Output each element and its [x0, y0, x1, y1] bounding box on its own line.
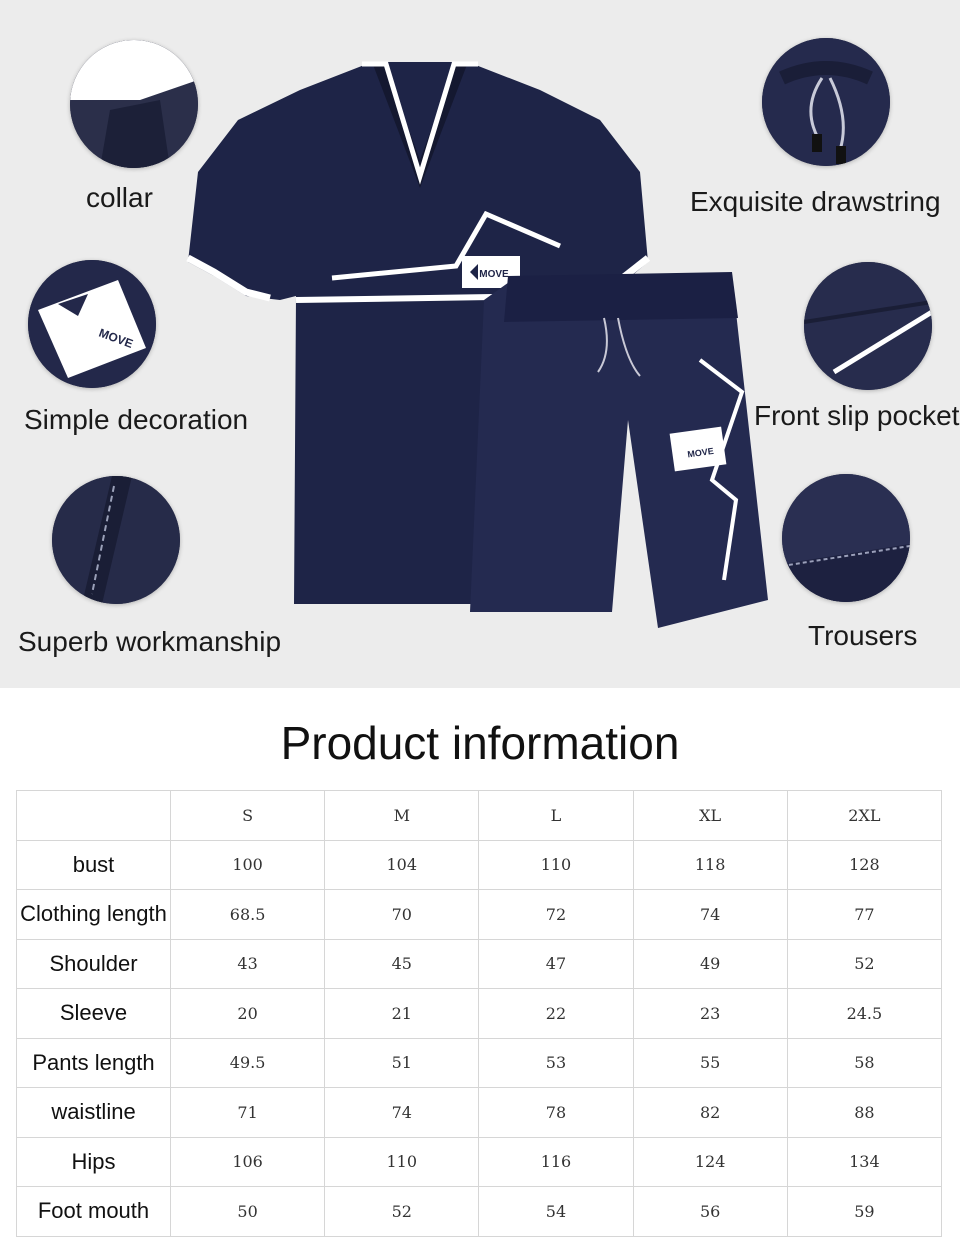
decoration-detail-image [28, 260, 156, 388]
decoration-caption: Simple decoration [24, 404, 249, 435]
table-cell: 45 [325, 939, 479, 989]
table-cell: 71 [171, 1088, 325, 1138]
table-row [17, 1137, 942, 1187]
drawstring-detail-image [762, 38, 890, 166]
table-cell: 88 [787, 1088, 941, 1138]
row-label: Clothing length [17, 890, 171, 940]
table-cell: 72 [479, 890, 633, 940]
table-cell: 58 [787, 1038, 941, 1088]
table-cell: 128 [787, 840, 941, 890]
table-cell: 49.5 [171, 1038, 325, 1088]
table-cell: 82 [633, 1088, 787, 1138]
table-cell: 59 [787, 1187, 941, 1237]
size-header: 2XL [787, 791, 941, 841]
row-label: Shoulder [17, 939, 171, 989]
tshirt-print-text: MOVE [479, 269, 509, 280]
table-row [17, 989, 942, 1039]
collar-detail-image [70, 40, 198, 168]
size-header: M [325, 791, 479, 841]
table-row [17, 840, 942, 890]
table-cell: 110 [479, 840, 633, 890]
table-cell: 23 [633, 989, 787, 1039]
table-cell: 56 [633, 1187, 787, 1237]
table-cell: 24.5 [787, 989, 941, 1039]
size-header-blank [17, 791, 171, 841]
table-cell: 100 [171, 840, 325, 890]
table-cell: 52 [787, 939, 941, 989]
table-row [17, 890, 942, 940]
table-cell: 22 [479, 989, 633, 1039]
table-cell: 54 [479, 1187, 633, 1237]
table-cell: 134 [787, 1137, 941, 1187]
table-cell: 53 [479, 1038, 633, 1088]
size-header: XL [633, 791, 787, 841]
table-cell: 47 [479, 939, 633, 989]
table-cell: 70 [325, 890, 479, 940]
size-table [16, 790, 942, 1237]
table-cell: 77 [787, 890, 941, 940]
table-cell: 78 [479, 1088, 633, 1138]
table-cell: 74 [325, 1088, 479, 1138]
table-cell: 52 [325, 1187, 479, 1237]
table-row [17, 1187, 942, 1237]
table-row [17, 1088, 942, 1138]
row-label: waistline [17, 1088, 171, 1138]
pocket-caption: Front slip pocket [754, 400, 960, 431]
row-label: bust [17, 840, 171, 890]
pocket-detail-image [804, 262, 932, 390]
table-cell: 20 [171, 989, 325, 1039]
table-cell: 55 [633, 1038, 787, 1088]
table-row [17, 939, 942, 989]
drawstring-caption: Exquisite drawstring [690, 186, 941, 217]
table-cell: 110 [325, 1137, 479, 1187]
decoration-print-text: MOVE [96, 325, 135, 351]
size-header-row [17, 791, 942, 841]
table-cell: 50 [171, 1187, 325, 1237]
workmanship-detail-image [52, 476, 180, 604]
table-cell: 51 [325, 1038, 479, 1088]
table-cell: 74 [633, 890, 787, 940]
table-row [17, 1038, 942, 1088]
shorts-image [470, 272, 768, 628]
collar-caption: collar [86, 182, 153, 213]
table-cell: 118 [633, 840, 787, 890]
table-cell: 49 [633, 939, 787, 989]
table-cell: 68.5 [171, 890, 325, 940]
product-info-title: Product information [280, 717, 680, 769]
row-label: Pants length [17, 1038, 171, 1088]
row-label: Hips [17, 1137, 171, 1187]
table-cell: 106 [171, 1137, 325, 1187]
trousers-caption: Trousers [808, 620, 918, 651]
table-cell: 116 [479, 1137, 633, 1187]
size-header: S [171, 791, 325, 841]
trousers-detail-image [782, 474, 910, 602]
table-cell: 104 [325, 840, 479, 890]
table-cell: 124 [633, 1137, 787, 1187]
table-cell: 21 [325, 989, 479, 1039]
shorts-print-text: MOVE [686, 445, 715, 460]
workmanship-caption: Superb workmanship [18, 626, 282, 657]
size-header: L [479, 791, 633, 841]
row-label: Foot mouth [17, 1187, 171, 1237]
table-cell: 43 [171, 939, 325, 989]
row-label: Sleeve [17, 989, 171, 1039]
